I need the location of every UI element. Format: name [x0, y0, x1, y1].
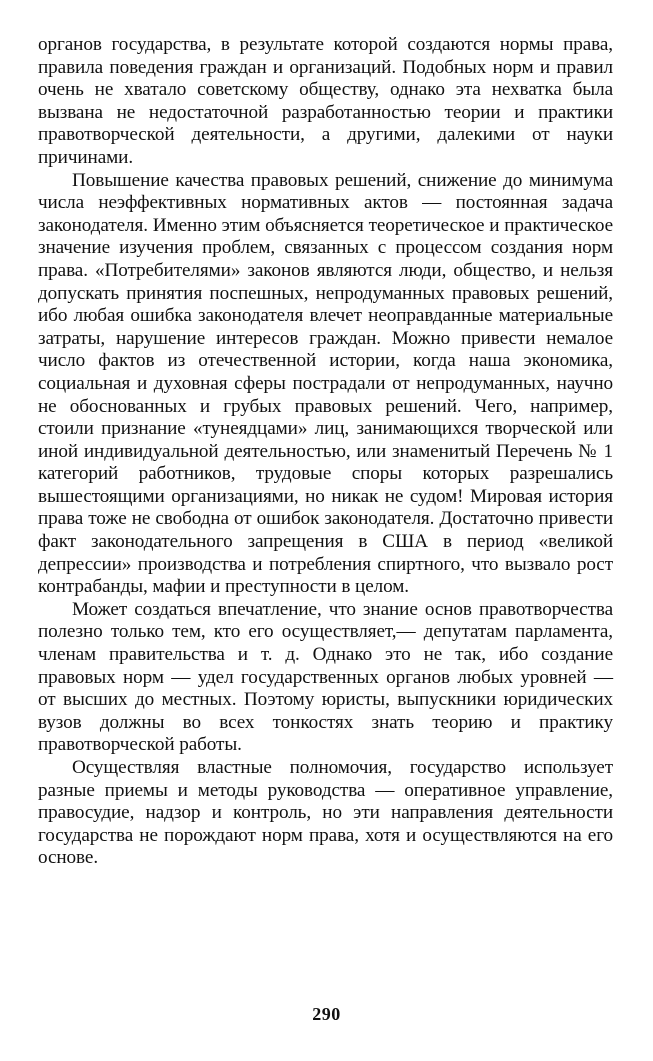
paragraph-continuation: органов государства, в результате которой создаются нормы права, правила поведения граждан и организаций. Подобных норм и правил очень не хватало советскому обществу, однако эта нехватка была вызвана не недостаточной разработанностью теории и практики правотворческой деятельности, а другими, далекими от науки причинами. — [38, 34, 613, 168]
page-number: 290 — [312, 1004, 341, 1024]
paragraph-legal-decisions-quality: Повышение качества правовых решений, снижение до минимума числа неэффективных нормативных актов — постоянная задача законодателя. Именно этим объясняется теоретическое и практическое значение изучения проблем, связанных с процессом создания норм права. «Потребителями» законов являются люди, общество, и нельзя допускать принятия поспешных, непродуманных правовых решений, ибо любая ошибка законодателя влечет неоправданные материальные затраты, нарушение интересов граждан. Можно привести немалое число фактов из отечественной истории, когда наша экономика, социальная и духовная сферы пострадали от непродуманных, научно не обоснованных и грубых правовых решений. Чего, например, стоили признание «тунеядцами» лиц, занимающихся творческой или иной индивидуальной деятельностью, или знаменитый Перечень № 1 категорий работников, трудовые споры которых разрешались вышестоящими организациями, но никак не судом! Мировая история права тоже не свободна от ошибок законодателя. Достаточно привести факт законодательного запрещения в США в период «великой депрессии» производства и потребления спиртного, что вызвало рост контрабанды, мафии и преступности в целом. — [38, 169, 613, 598]
paragraph-state-powers: Осуществляя властные полномочия, государство использует разные приемы и методы руководства — оперативное управление, правосудие, надзор и контроль, но эти направления деятельности государства не порождают норм права, хотя и осуществляются на его основе. — [38, 757, 613, 869]
paragraph-lawmaking-knowledge: Может создаться впечатление, что знание основ правотворчества полезно только тем, кто его осуществляет,— депутатам парламента, членам правительства и т. д. Однако это не так, ибо создание правовых норм — удел государственных органов любых уровней — от высших до местных. Поэтому юристы, выпускники юридических вузов должны во всех тонкостях знать теорию и практику правотворческой работы. — [38, 598, 613, 756]
